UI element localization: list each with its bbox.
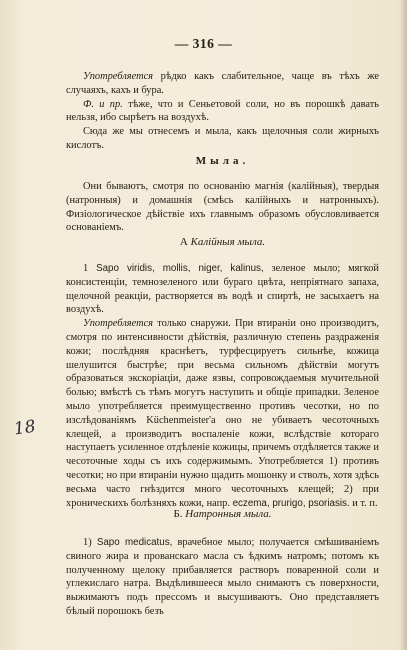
page-edge-shadow — [399, 0, 407, 650]
item1-block — [66, 262, 379, 510]
intro-block — [66, 180, 379, 235]
section-letter: Б. — [173, 508, 183, 520]
paragraph-text: зеленое мыло; мягкой консистенціи, темнозеленого или бураго цвѣта, непріятнаго запаха, щелочной реакціи, растворяется въ водѣ и спиртѣ, не засыхаетъ на воздухѣ. — [66, 263, 379, 316]
page-number: — 316 — — [174, 36, 233, 51]
paragraph-intro: Они бываютъ, смотря по основанію магнія (калійныя), твердыя (натронныя) и домашнія (смѣсь калійныхъ и натронныхъ). Физіологическое дѣйствіе ихъ главнымъ образомъ обусловливается основаніемъ. — [66, 181, 379, 234]
emphasis: Употребляется — [83, 318, 154, 330]
item-number: 1) — [83, 537, 92, 548]
paragraph-soaps-intro: Сюда же мы отнесемъ и мыла, какъ щелочныя соли жирныхъ кислотъ. — [66, 126, 379, 151]
section-title: Натронныя мыла. — [185, 508, 272, 520]
paragraph-text: тѣже, что и Сеньетовой соли, но въ порошкѣ давать нельзя, ибо сырѣетъ на воздухѣ. — [66, 98, 379, 124]
latin-name: Sapo medicatus, — [96, 537, 173, 548]
paragraph-item1 — [66, 262, 379, 317]
item2-block — [66, 536, 379, 619]
latin-terms: eczema, prurigo, psoriasis. — [232, 497, 350, 509]
handwritten-margin-note: 18 — [12, 416, 37, 440]
paragraph-text: рѣдко какъ слабительное, чаще въ тѣхъ же случаяхъ, кахъ и бура. — [66, 71, 379, 96]
paragraph-text: врачебное мыло; получается смѣшиваніемъ свиного жира и прованскаго масла съ ѣдкимъ натромъ; потомъ къ полученному щелоку прибавляется растворъ поваренной соли и углекислаго натра. Выдѣлившееся мыло снимаютъ съ поверхности, выжимаютъ подъ прессомъ и высушиваютъ. Оно представляетъ бѣлый порошокъ безъ — [66, 537, 379, 617]
heading-soaps: Мыла. — [195, 155, 250, 167]
paragraph-text: оно не убиваетъ чесоточныхъ клещей, а производитъ воспаленіе кожи, вслѣдствіе котораго наступаетъ усиленное отдѣленіе кожицы, причемъ отдѣляется также и чесоточные ходы съ ихъ содержимымъ. Употребляется 1) противъ чесотки; но при втираніи нужно щадить мошонку и стволъ, хотя здѣсь весьма часто гнѣздится много чесоточныхъ клещей; 2) при хроническихъ болѣзняхъ кожи, напр. — [66, 414, 379, 509]
section-letter: А — [179, 236, 188, 248]
paragraph-form — [66, 98, 379, 126]
paragraph-text: и т. п. — [352, 497, 378, 509]
emphasis: Употребляется — [83, 71, 154, 82]
top-block — [66, 70, 379, 153]
section-title: Калійныя мыла. — [190, 236, 266, 248]
emphasis: Ф. и пр. — [83, 98, 123, 110]
author-name: Küchenmeister'а — [146, 414, 216, 426]
paragraph-usage-intro — [66, 70, 379, 98]
section-b-heading — [66, 508, 379, 520]
paragraph-item2 — [66, 536, 379, 619]
paragraph-usage — [66, 317, 379, 510]
latin-name: Sapo viridis, mollis, niger, kalinus, — [96, 263, 264, 274]
item-number: 1 — [83, 263, 89, 274]
paragraph-text: только снаружи. При втираніи оно производитъ, смотря по интенсивности дѣйствія, различную степень раздраженія кожи; послѣдняя краснѣетъ, турфесцируетъ сильнѣе, кожица шелушится быстрѣе; при весьма сильномъ дѣйствіи могутъ образоваться экскоріаціи, даже язвы, сопровождаемыя мучительной болью; вмѣстѣ съ тѣмъ могутъ наступить и общіе припадки. Зеленое мыло употребляется преимущественно противъ чесотки, но по изслѣдованіямъ — [66, 318, 379, 426]
section-a-heading — [66, 236, 379, 248]
